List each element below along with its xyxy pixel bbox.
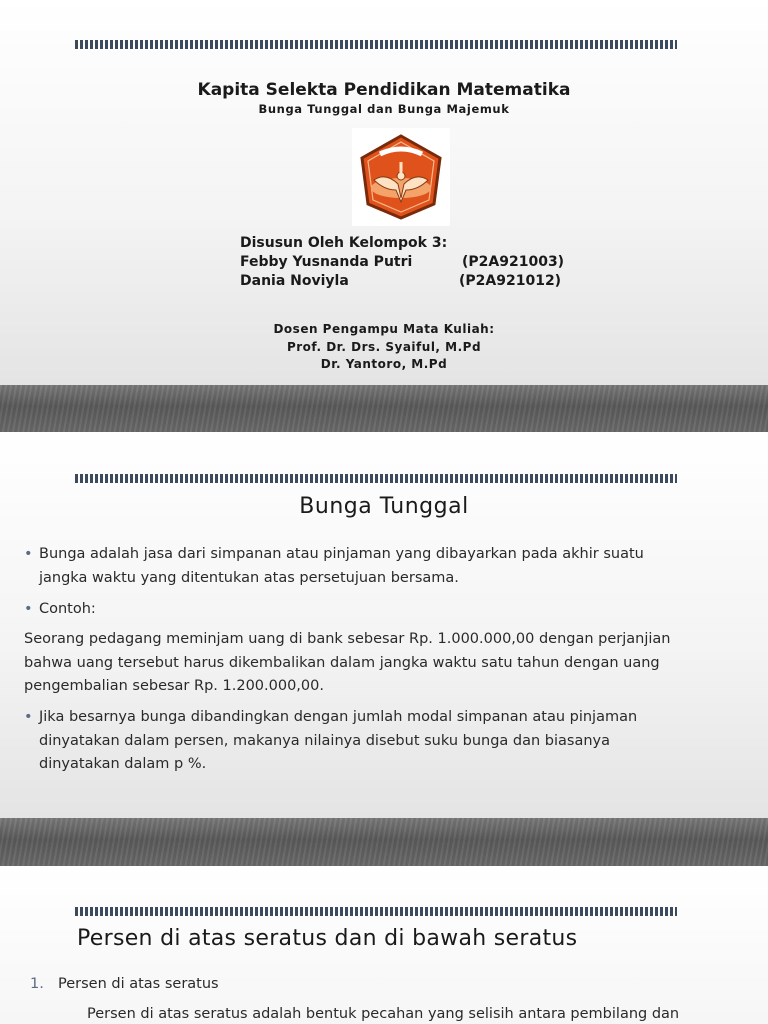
slide-bunga-tunggal [0, 432, 768, 818]
university-emblem-icon [352, 128, 450, 226]
bullet-item: • Contoh: [24, 598, 739, 622]
member-name: Febby Yusnanda Putri [240, 254, 413, 270]
slide-separator [0, 385, 768, 432]
bullet-icon: • [24, 709, 33, 725]
lecturer-name: Prof. Dr. Drs. Syaiful, M.Pd [286, 340, 482, 354]
slide-separator [0, 818, 768, 866]
bullet-item: • Bunga adalah jasa dari simpanan atau pinjaman yang dibayarkan pada akhir suatu jangka waktu yang ditentukan atas persetujuan bersama. [24, 543, 739, 590]
decorative-dash-bar [75, 40, 677, 49]
slide-title: Bunga Tunggal [299, 494, 469, 519]
bullet-item: • Jika besarnya bunga dibandingkan dengan jumlah modal simpanan atau pinjaman dinyatakan dalam persen, makanya nilainya disebut suku bunga dan biasanya dinyatakan dalam p %. [24, 706, 739, 777]
member-id: (P2A921003) [462, 254, 565, 270]
member-name: Dania Noviyla [240, 273, 349, 289]
slide-persen [0, 866, 768, 1024]
bullet-icon: • [24, 601, 33, 617]
slide-title: Persen di atas seratus dan di bawah seratus [77, 926, 578, 951]
presentation-subtitle: Bunga Tunggal dan Bunga Majemuk [258, 102, 510, 116]
lecturer-name: Dr. Yantoro, M.Pd [320, 357, 448, 371]
item-label: Persen di atas seratus [58, 976, 219, 992]
group-label: Disusun Oleh Kelompok 3: [240, 235, 448, 251]
example-paragraph: Seorang pedagang meminjam uang di bank sebesar Rp. 1.000.000,00 dengan perjanjian bahwa uang tersebut harus dikembalikan dalam jangka waktu satu tahun dengan uang pengembalian sebesar Rp. 1.200.000,00. [24, 631, 671, 694]
lecturer-label: Dosen Pengampu Mata Kuliah: [273, 322, 495, 336]
decorative-dash-bar [75, 474, 677, 483]
bullet-icon: • [24, 546, 33, 562]
decorative-dash-bar [75, 907, 677, 916]
numbered-item [30, 976, 219, 992]
member-id: (P2A921012) [459, 273, 562, 289]
definition-paragraph: Persen di atas seratus adalah bentuk pecahan yang selisih antara pembilang dan [87, 1006, 680, 1022]
presentation-title: Kapita Selekta Pendidikan Matematika [197, 80, 571, 100]
item-number: 1. [30, 976, 44, 992]
slide-title [0, 0, 768, 385]
